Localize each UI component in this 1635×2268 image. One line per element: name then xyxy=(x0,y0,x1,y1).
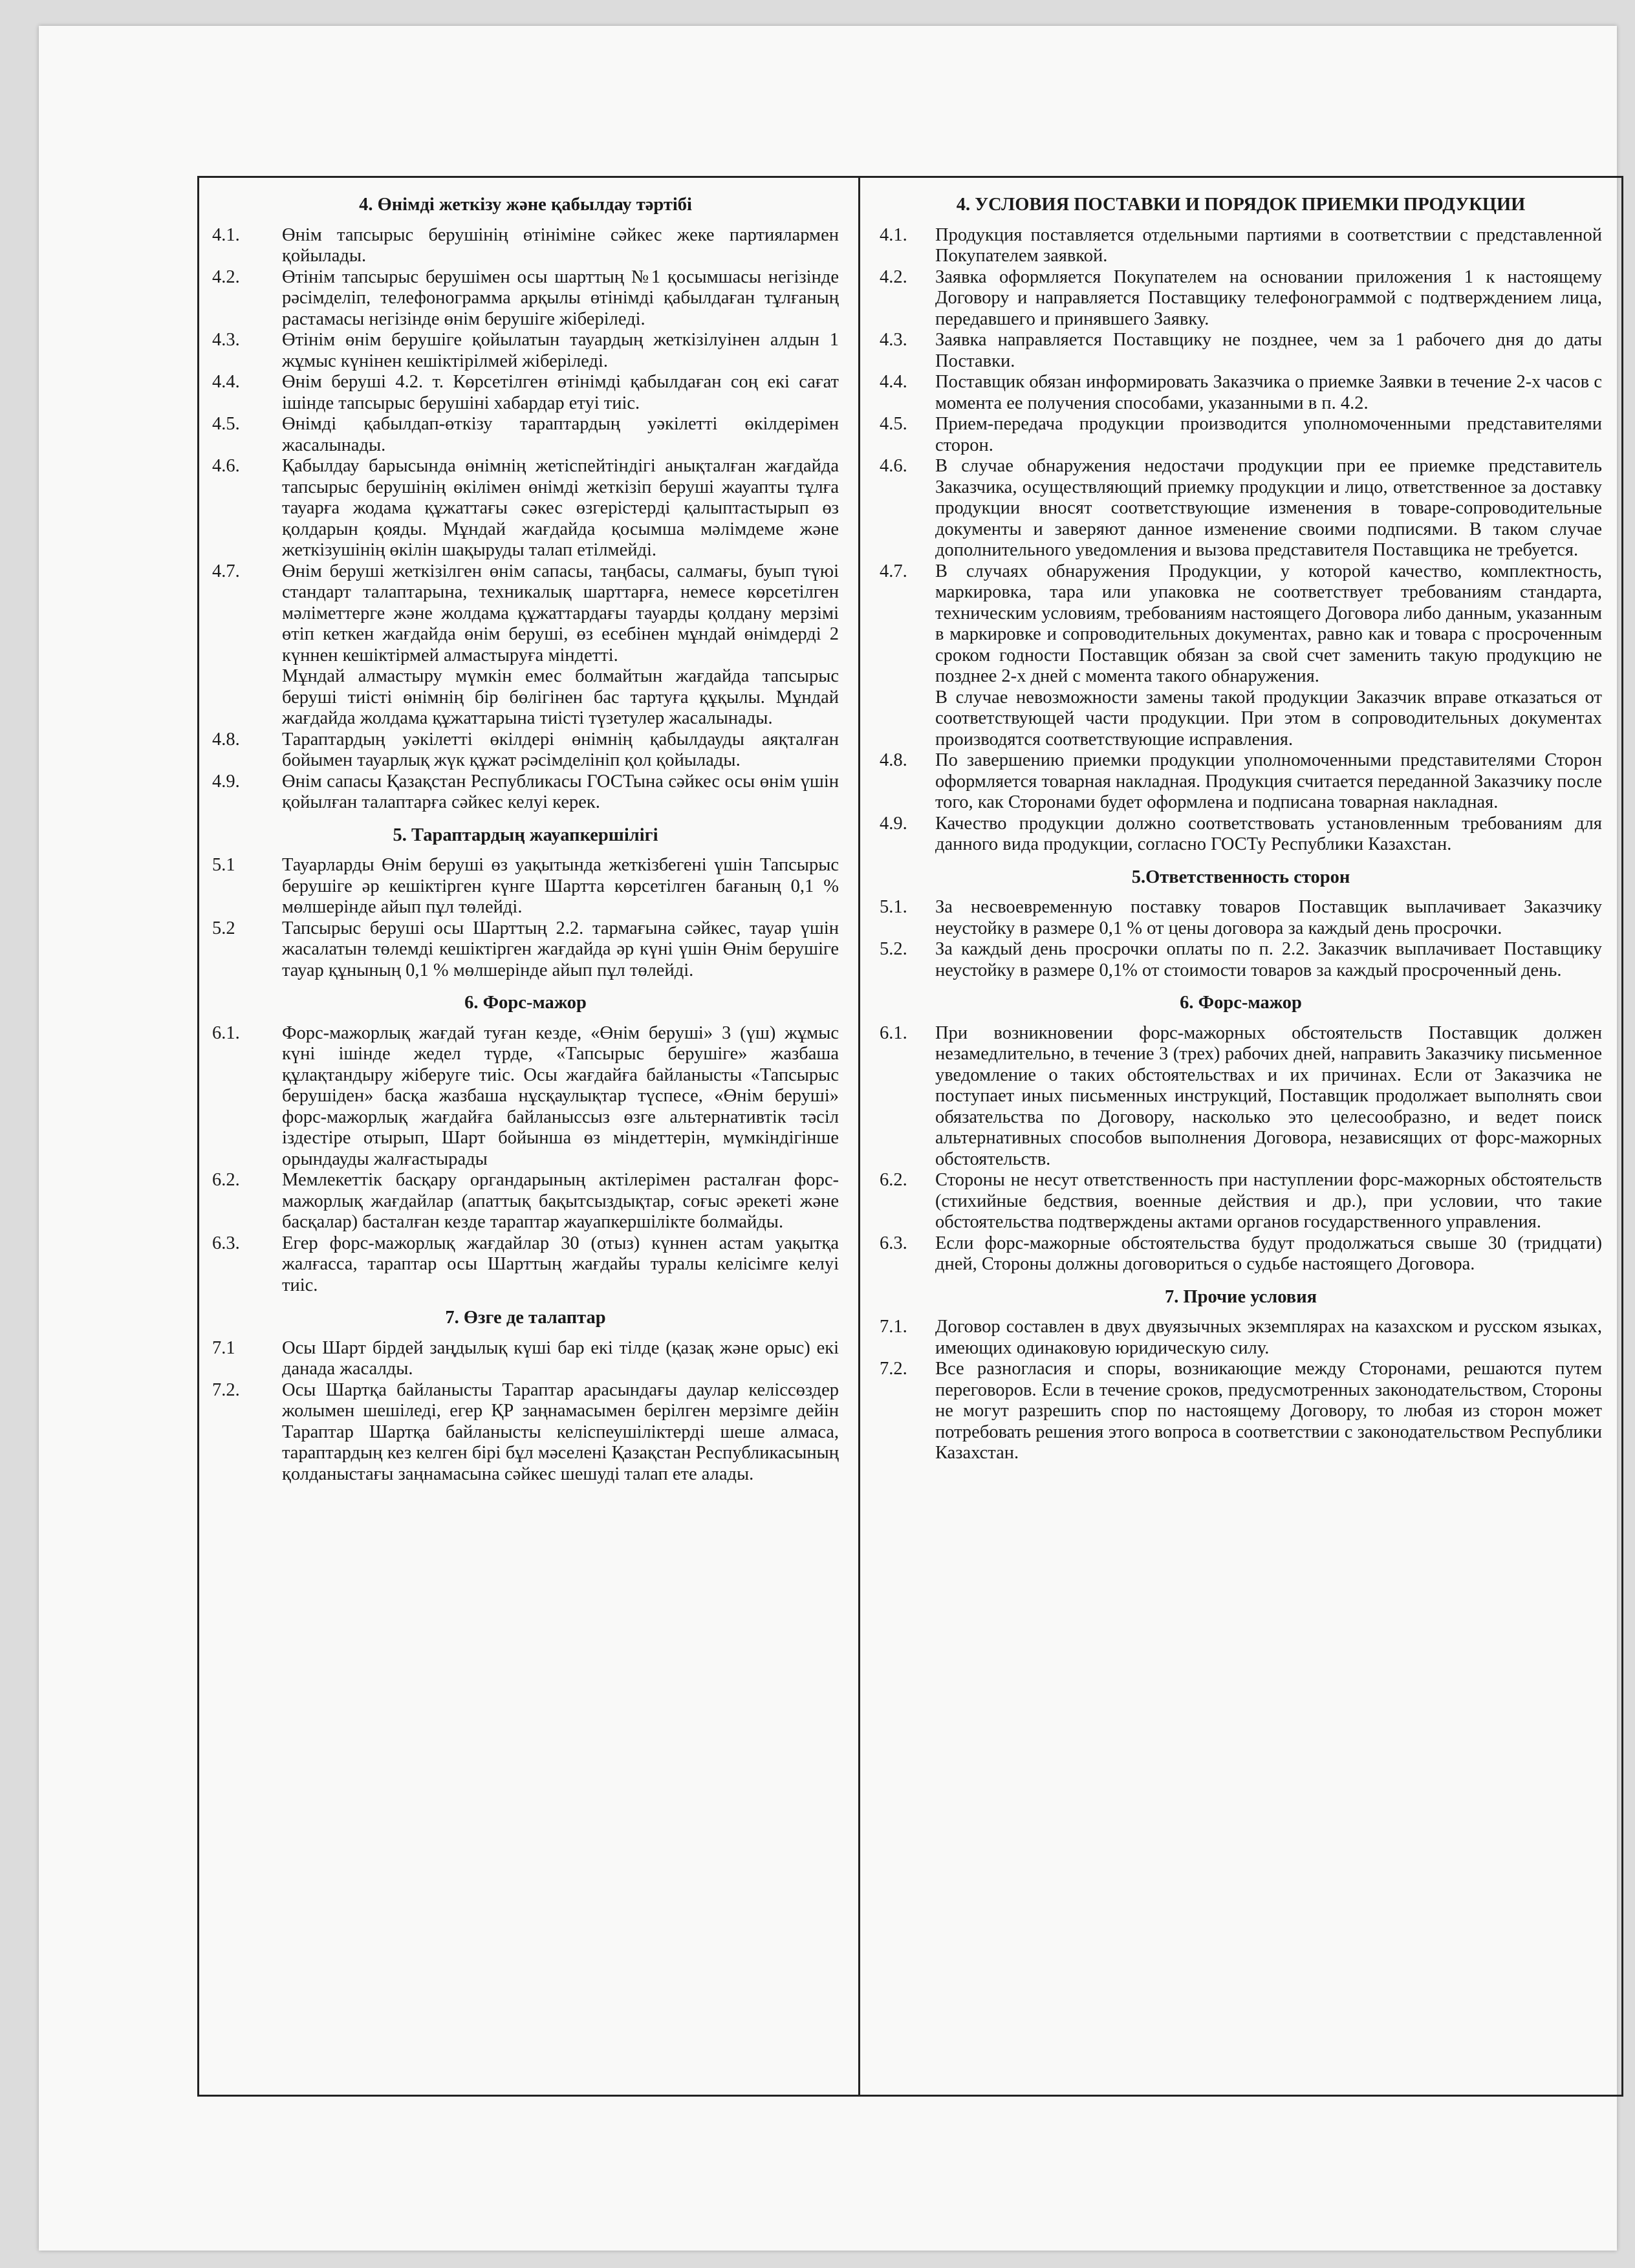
clause xyxy=(880,456,1602,561)
clause xyxy=(212,330,839,372)
clause-text: Если форс-мажорные обстоятельства будут продолжаться свыше 30 (тридцати) дней, Стороны должны договориться о судьбе настоящего Договора. xyxy=(935,1233,1602,1274)
clause-text: Форс-мажорлық жағдай туған кезде, «Өнім беруші» 3 (үш) жұмыс күні ішінде жедел түрде, «Тапсырыс берушіге» жазбаша құлақтандыру жіберуге тиіс. Осы жағдайға байланысты «Тапсырыс берушіден» басқа жазбаша нұсқаулықтар түспесе, «Өнім беруші» форс-мажорлық жағдайға байланыссыз өзге альтернативтік тәсіл іздестіре отырып, Шарт бойынша өз міндеттерін, мүмкіндігінше орындауды жалғастырады xyxy=(282,1022,839,1169)
clause-number: 6.1. xyxy=(880,1022,907,1043)
clause xyxy=(212,855,839,918)
clause-number: 7.2. xyxy=(880,1359,907,1379)
clause-number: 4.3. xyxy=(212,330,240,350)
clause-text: Қабылдау барысында өнімнің жетіспейтіндігі анықталған жағдайда тапсырыс берушінің өкілімен өнімді жеткізіп беруші жауапты тұлға тауарға жодама құжаттағы сәкес өзгерістерді қалыптастырып өз қолдарын қояды. Мұндай жағдайда қосымша мәлімдеме және жеткізушінің өкілін шақыруды талап етілмейді. xyxy=(282,456,839,560)
clause xyxy=(212,729,839,772)
clause xyxy=(880,372,1602,414)
section-title: 7. Прочие условия xyxy=(1164,1286,1317,1307)
clause-text: Өтінім өнім берушіге қойылатын тауардың жеткізілуінен алдын 1 жұмыс күнінен кешіктірілмей жіберіледі. xyxy=(282,330,839,371)
clause xyxy=(212,1338,839,1380)
clause-number: 5.1. xyxy=(880,897,907,917)
clause-number: 7.1. xyxy=(880,1317,907,1337)
clause-text: Заявка направляется Поставщику не позднее, чем за 1 рабочего дня до даты Поставки. xyxy=(935,330,1602,371)
clause-text: В случае невозможности замены такой продукции Заказчик вправе отказаться от соответствующей части продукции. При этом в сопроводительных документах производятся соответствующие исправления. xyxy=(935,687,1602,750)
clause-number: 4.9. xyxy=(880,813,907,834)
clause-number: 4.5. xyxy=(212,414,240,434)
clause xyxy=(212,666,839,729)
clause-number: 4.5. xyxy=(880,414,907,434)
clause xyxy=(212,1233,839,1297)
clause-text: Өтінім тапсырыс берушімен осы шарттың №1 қосымшасы негізінде рәсімделіп, телефонограмма арқылы өтінімді қабылдаған тұлғаның растамасы негізінде өнім берушіге жіберіледі. xyxy=(282,266,839,329)
clause-number: 4.1. xyxy=(880,224,907,245)
section-title: 4. УСЛОВИЯ ПОСТАВКИ И ПОРЯДОК ПРИЕМКИ ПРОДУКЦИИ xyxy=(956,195,1526,215)
clause-text: Договор составлен в двух двуязычных экземплярах на казахском и русском языках, имеющих одинаковую юридическую силу. xyxy=(935,1317,1602,1358)
clause xyxy=(212,414,839,456)
clause-number: 4.4. xyxy=(212,372,240,392)
russian-column xyxy=(860,178,1621,2095)
clause xyxy=(880,1023,1602,1171)
clause-text: Өнімді қабылдап-өткізу тараптардың уәкілетті өкілдерімен жасалынады. xyxy=(282,414,839,455)
clause-text: Мұндай алмастыру мүмкін емес болмайтын жағдайда тапсырыс беруші тиісті өнімнің бір бөлігінен бас тартуға құқылы. Мұндай жағдайда жолдама құжаттарына тиісті түзетулер жасалынады. xyxy=(282,666,839,728)
clause-number: 4.2. xyxy=(212,266,240,287)
clause-number: 4.7. xyxy=(212,561,240,581)
clause-number: 5.2. xyxy=(880,939,907,959)
clause xyxy=(212,225,839,267)
clause-number: 6.2. xyxy=(212,1170,240,1190)
clause-number: 4.8. xyxy=(880,750,907,770)
clause-text: Егер форс-мажорлық жағдайлар 30 (отыз) күннен астам уақытқа жалғасса, тараптар осы Шарттың жағдайы туралы келісімге келуі тиіс. xyxy=(282,1233,839,1295)
document-page xyxy=(39,26,1617,2251)
clause-text: Тауарларды Өнім беруші өз уақытында жеткізбегені үшін Тапсырыс берушіге әр кешіктірген күнге Шартта көрсетілген бағаның 0,1 % мөлшерінде айып пұл төлейді. xyxy=(282,855,839,917)
clause xyxy=(880,1170,1602,1233)
clause-text: При возникновении форс-мажорных обстоятельств Поставщик должен незамедлительно, в течение 3 (трех) рабочих дней, направить Заказчику письменное уведомление о таких обстоятельствах и их причинах. Если от Заказчика не поступает иных письменных инструкций, Поставщик продолжает выполнять свои обязательства по Договору, насколько это целесообразно, и ведет поиск альтернативных способов выполнения Договора, независящих от форс-мажорных обстоятельств. xyxy=(935,1022,1602,1169)
clause xyxy=(212,456,839,561)
clause xyxy=(880,414,1602,456)
clause xyxy=(880,1233,1602,1275)
clause-text: Тараптардың уәкілетті өкілдері өнімнің қабылдауды аяқталған бойымен тауарлық жүк құжат рәсімделініп қол қойылады. xyxy=(282,729,839,770)
clause-text: Продукция поставляется отдельными партиями в соответствии с представленной Покупателем заявкой. xyxy=(935,224,1602,266)
clause xyxy=(880,225,1602,267)
clause-text: Өнім беруші 4.2. т. Көрсетілген өтінімді қабылдаған соң екі сағат ішінде тапсырыс берушіні хабардар етуі тиіс. xyxy=(282,372,839,413)
clause xyxy=(212,918,839,982)
section-title: 5. Тараптардың жауапкершілігі xyxy=(393,825,658,845)
section-title: 6. Форс-мажор xyxy=(464,993,587,1013)
clause-text: Осы Шарт бірдей заңдылық күші бар екі тілде (қазақ және орыс) екі данада жасалды. xyxy=(282,1337,839,1379)
clause xyxy=(212,561,839,667)
clause xyxy=(880,1317,1602,1359)
section-title: 4. Өнімді жеткізу және қабылдау тәртібі xyxy=(359,195,692,215)
clause-text: Все разногласия и споры, возникающие между Сторонами, решаются путем переговоров. Если в течение сроков, предусмотренных законодательством, Стороны не могут разрешить спор по настоящему Договору, то любая из сторон может потребовать решения этого вопроса в соответствии с законодательством Республики Казахстан. xyxy=(935,1359,1602,1463)
clause xyxy=(212,1023,839,1171)
clause xyxy=(212,372,839,414)
clause-text: В случаях обнаружения Продукции, у которой качество, комплектность, маркировка, тара или упаковка не соответствует требованиям стандарта, техническим условиям, требованиям настоящего Договора либо данным, указанным в маркировке и сопроводительных документах, равно как и товара с просроченным сроком годности Поставщик обязан за свой счет заменить такую продукцию не позднее 2-х дней с момента такого обнаружения. xyxy=(935,561,1602,686)
clause-number: 6.3. xyxy=(880,1233,907,1253)
clause-text: Осы Шартқа байланысты Тараптар арасындағы даулар келіссөздер жолымен шешіледі, егер ҚР заңнамасымен берілген мерзімге дейін Тараптар Шартқа байланысты келіспеушіліктерді шеше алмаса, тараптардың кез келген бірі бұл мәселені Қазақстан Республикасының қолданыстағы заңнамасына сәйкес шешуді талап ете алады. xyxy=(282,1379,839,1484)
clause-number: 4.7. xyxy=(880,561,907,581)
clause-number: 4.6. xyxy=(880,456,907,476)
clause xyxy=(880,330,1602,372)
clause xyxy=(880,750,1602,814)
clause xyxy=(880,267,1602,330)
clause-number: 7.1 xyxy=(212,1337,235,1358)
clause-text: Прием-передача продукции производится уполномоченными представителями сторон. xyxy=(935,414,1602,455)
kazakh-column xyxy=(199,178,860,2095)
clause-text: В случае обнаружения недостачи продукции при ее приемке представитель Заказчика, осуществляющий приемку продукции и лицо, ответственное за доставку продукции вносят соответствующие изменения в товаре-сопроводительные документы и заверяют данное изменение своими подписями. В таком случае дополнительного уведомления и вызова представителя Поставщика не требуется. xyxy=(935,456,1602,560)
clause xyxy=(880,687,1602,751)
clause-text: За несвоевременную поставку товаров Поставщик выплачивает Заказчику неустойку в размере 0,1 % от цены договора за каждый день просрочки. xyxy=(935,897,1602,938)
clause-text: Тапсырыс беруші осы Шарттың 2.2. тармағына сәйкес, тауар үшін жасалатын төлемді кешіктірген жағдайда әр күні үшін Өнім берушіге тауар құнының 0,1 % мөлшерінде айып пұл төлейді. xyxy=(282,918,839,980)
clause-number: 4.4. xyxy=(880,372,907,392)
clause xyxy=(212,1170,839,1233)
clause-text: Стороны не несут ответственность при наступлении форс-мажорных обстоятельств (стихийные бедствия, военные действия и др.), при условии, что такие обстоятельства подтверждены актами органов государственного управления. xyxy=(935,1170,1602,1232)
clause-number: 5.2 xyxy=(212,918,235,938)
clause-number: 6.1. xyxy=(212,1022,240,1043)
section-title: 5.Ответственность сторон xyxy=(1131,867,1350,887)
clause-text: За каждый день просрочки оплаты по п. 2.2. Заказчик выплачивает Поставщику неустойку в размере 0,1% от стоимости товаров за каждый просроченный день. xyxy=(935,939,1602,980)
clause-number: 6.2. xyxy=(880,1170,907,1190)
clause-number: 7.2. xyxy=(212,1379,240,1400)
clause xyxy=(880,561,1602,687)
clause-number: 4.2. xyxy=(880,266,907,287)
clause-text: Заявка оформляется Покупателем на основании приложения 1 к настоящему Договору и направляется Поставщику телефонограммой с подтверждением лица, передавшего и принявшего Заявку. xyxy=(935,266,1602,329)
section-title: 6. Форс-мажор xyxy=(1180,993,1302,1013)
clause-number: 4.6. xyxy=(212,456,240,476)
clause-number: 4.9. xyxy=(212,771,240,792)
clause-text: Качество продукции должно соответствовать установленным требованиям для данного вида продукции, согласно ГОСТу Республики Казахстан. xyxy=(935,813,1602,854)
bilingual-contract-table xyxy=(197,176,1623,2097)
clause xyxy=(212,1380,839,1485)
clause-text: По завершению приемки продукции уполномоченными представителями Сторон оформляется товарная накладная. Продукция считается переданной Заказчику после того, как Сторонами будет оформлена и подписана товарная накладная. xyxy=(935,750,1602,812)
clause-text: Мемлекеттік басқару органдарының актілерімен расталған форс-мажорлық жағдайлар (апаттық бақытсыздықтар, соғыс әрекеті және басқалар) басталған кезде тараптар жауапкершілікте болмайды. xyxy=(282,1170,839,1232)
clause-number: 4.1. xyxy=(212,224,240,245)
clause-text: Өнім тапсырыс берушінің өтініміне сәйкес жеке партиялармен қойылады. xyxy=(282,224,839,266)
section-title: 7. Өзге де талаптар xyxy=(445,1308,606,1328)
clause xyxy=(880,939,1602,981)
clause-number: 4.8. xyxy=(212,729,240,750)
clause-number: 6.3. xyxy=(212,1233,240,1253)
clause-number: 5.1 xyxy=(212,855,235,875)
clause xyxy=(880,814,1602,856)
clause-text: Өнім беруші жеткізілген өнім сапасы, таңбасы, салмағы, буып түюі стандарт талаптарына, техникалық шарттарға, немесе көрсетілген мәліметтерге және жолдама құжаттардағы тауарды қолдану мерзімі өтіп кеткен жағдайда өнім беруші, өз есебінен мұндай өнімдерді 2 күннен кешіктірмей алмастыруға міндетті. xyxy=(282,561,839,665)
clause xyxy=(880,897,1602,939)
clause-text: Поставщик обязан информировать Заказчика о приемке Заявки в течение 2-х часов с момента ее получения способами, указанными в п. 4.2. xyxy=(935,372,1602,413)
clause xyxy=(212,267,839,330)
clause-text: Өнім сапасы Қазақстан Республикасы ГОСТына сәйкес осы өнім үшін қойылған талаптарға сәйкес келуі керек. xyxy=(282,771,839,812)
clause-number: 4.3. xyxy=(880,330,907,350)
clause xyxy=(880,1359,1602,1464)
clause xyxy=(212,772,839,814)
